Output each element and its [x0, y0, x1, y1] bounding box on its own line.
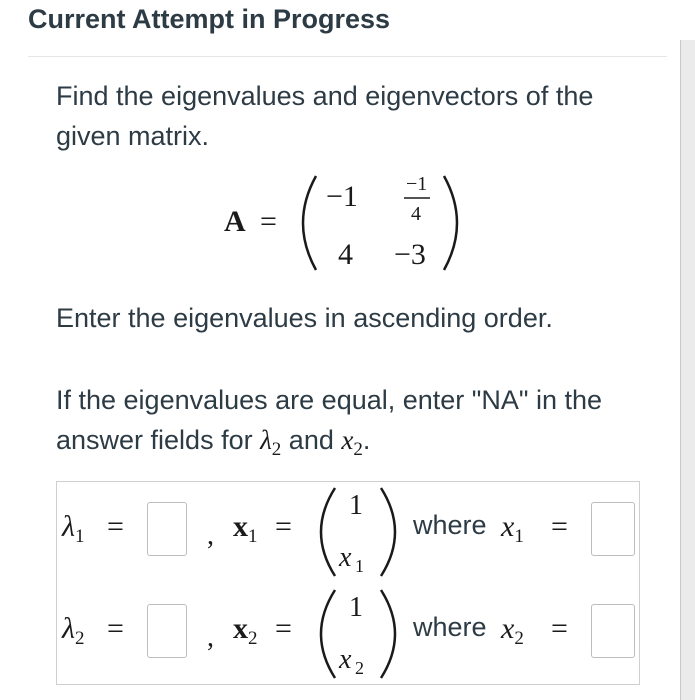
answer-row-2 — [57, 584, 639, 684]
vector2-left-paren — [321, 590, 335, 678]
vector2-top: 1 — [349, 592, 363, 623]
page-title: Current Attempt in Progress — [28, 4, 391, 34]
vector2-bottom-var: x — [339, 644, 352, 675]
eigenvector1-label: $x_1$ — [233, 510, 258, 547]
equal-instruction-line2: answer fields for — [56, 425, 261, 455]
x1-equals: = — [551, 510, 568, 543]
eigenvector1-vector — [309, 482, 409, 582]
lambda2-label: $\lambda_2$ — [62, 612, 85, 649]
header-divider — [28, 56, 667, 57]
matrix-right-paren — [444, 176, 457, 270]
x1-input[interactable] — [591, 502, 635, 556]
answer-row-1 — [57, 482, 639, 582]
eigenvector2-vector — [309, 584, 409, 684]
vector2-right-paren — [381, 590, 395, 678]
vector2-bottom-sub: 2 — [355, 658, 364, 678]
scrollbar-track[interactable] — [681, 40, 695, 700]
x1-var-label: $x_1$ — [501, 510, 524, 547]
vector1-bottom-var: x — [339, 542, 352, 573]
matrix-display — [220, 168, 500, 278]
where-label-2: where — [413, 612, 487, 642]
x2-equals: = — [551, 612, 568, 645]
eigenvector2-equals: = — [275, 612, 292, 645]
vector1-top: 1 — [349, 490, 363, 521]
vector1-bottom-sub: 1 — [355, 556, 364, 576]
row2-comma: , — [207, 622, 214, 653]
matrix-left-paren — [303, 176, 316, 270]
matrix-equals: = — [260, 205, 277, 238]
x2-var-label: $x_2$ — [501, 612, 524, 649]
vector1-left-paren — [321, 488, 335, 576]
x2-input[interactable] — [591, 604, 635, 658]
lambda2-equals: = — [107, 612, 124, 645]
answer-panel — [56, 481, 640, 685]
lambda1-equals: = — [107, 510, 124, 543]
lambda1-input[interactable] — [147, 502, 187, 556]
matrix-r2c2: −3 — [394, 238, 426, 271]
matrix-r1c1: −1 — [326, 180, 358, 213]
lambda1-label: $\lambda_1$ — [62, 510, 85, 547]
matrix-r1c2-den: 4 — [411, 203, 421, 225]
equal-instruction — [56, 380, 656, 464]
equal-instruction-line1: If the eigenvalues are equal, enter "NA" in the — [56, 385, 603, 415]
matrix-r1c2-num: −1 — [406, 173, 428, 195]
order-instruction: Enter the eigenvalues in ascending order. — [56, 303, 553, 333]
eigenvector1-equals: = — [275, 510, 292, 543]
vector1-right-paren — [381, 488, 395, 576]
lambda2-symbol: $\lambda_2$ — [260, 425, 282, 460]
matrix-r2c1: 4 — [338, 238, 353, 271]
x2-symbol: $x_2$ — [341, 425, 363, 460]
equal-and: and — [281, 425, 342, 455]
row1-comma: , — [207, 520, 214, 551]
where-label-1: where — [413, 510, 487, 540]
eigenvector2-label: $x_2$ — [233, 612, 258, 649]
equal-period: . — [362, 425, 371, 455]
question-prompt: Find the eigenvalues and eigenvectors of the given matrix. — [56, 81, 594, 151]
lambda2-input[interactable] — [147, 604, 187, 658]
matrix-label: A — [224, 205, 246, 238]
